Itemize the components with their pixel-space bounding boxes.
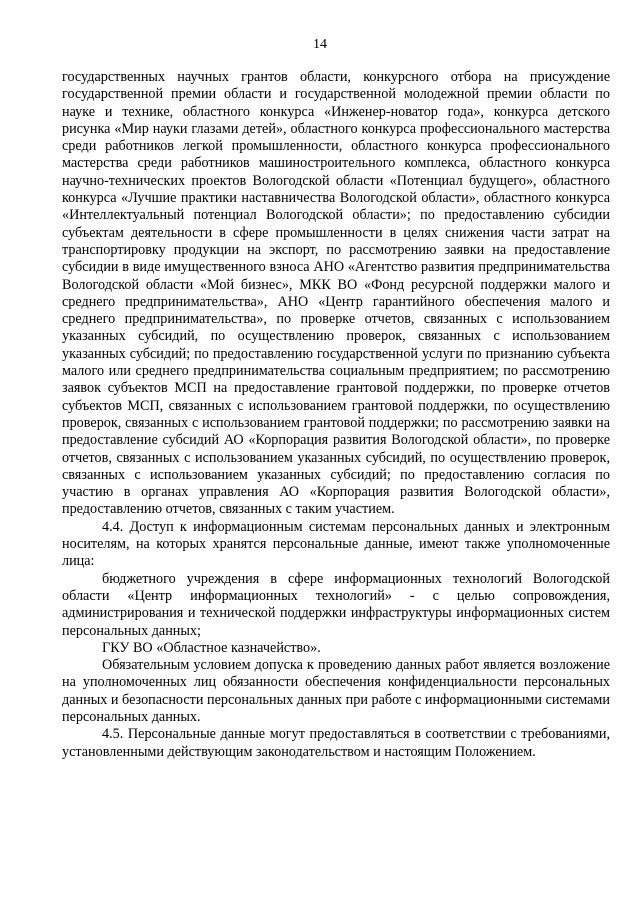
paragraph-it-center: бюджетного учреждения в сфере информационных технологий Вологодской области «Центр информационных технологий» - с целью сопровождения, администрирования и технической поддержки инфраструктуры информационных систем персональных данных;	[62, 570, 610, 639]
paragraph-treasury: ГКУ ВО «Областное казначейство».	[102, 639, 321, 656]
paragraph-continuation: государственных научных грантов области, конкурсного отбора на присуждение государственной премии области и государственной молодежной премии области по науке и технике, областного конкурса «Инженер-новатор года», конкурса детского рисунка «Мир науки глазами детей», областного конкурса профессионального мастерства среди работников легкой промышленности, областного конкурса профессионального мастерства среди работников машиностроительного комплекса, областного конкурса научно-технических проектов Вологодской области «Потенциал будущего», областного конкурса «Лучшие практики наставничества Вологодской области», областного конкурса «Интеллектуальный потенциал Вологодской области»; по предоставлению субсидии субъектам деятельности в сфере промышленности в целях снижения части затрат на транспортировку продукции на экспорт, по рассмотрению заявки на предоставление субсидии в виде имущественного взноса АНО «Агентство развития предпринимательства Вологодской области «Мой бизнес», МКК ВО «Фонд ресурсной поддержки малого и среднего предпринимательства», АНО «Центр гарантийного обеспечения малого и среднего предпринимательства», по проверке отчетов, связанных с использованием указанных субсидий, по осуществлению проверок, связанных с использованием указанных субсидий; по предоставлению государственной услуги по признанию субъекта малого или среднего предпринимательства социальным предприятием; по рассмотрению заявок субъектов МСП на предоставление грантовой поддержки, по проверке отчетов субъектов МСП, связанных с использованием грантовой поддержки, по осуществлению проверок, связанных с использованием грантовой поддержки; по рассмотрению заявки на предоставление субсидий АО «Корпорация развития Вологодской области», по проверке отчетов, связанных с использованием указанных субсидий, по осуществлению проверок, связанных с использованием указанных субсидий; по предоставлению согласия по участию в органах управления АО «Корпорация развития Вологодской области», предоставлению отчетов, связанных с таким участием.	[62, 69, 610, 518]
page-number: 14	[313, 37, 327, 52]
paragraph-4-4: 4.4. Доступ к информационным системам персональных данных и электронным носителям, на которых хранятся персональные данные, имеют также уполномоченные лица:	[62, 518, 610, 570]
document-body	[62, 69, 610, 761]
paragraph-confidentiality: Обязательным условием допуска к проведению данных работ является возложение на уполномоченных лиц обязанности обеспечения конфиденциальности персональных данных и безопасности персональных данных при работе с информационными системами персональных данных.	[62, 657, 610, 725]
paragraph-4-5: 4.5. Персональные данные могут предоставляться в соответствии с требованиями, установленными действующим законодательством и настоящим Положением.	[62, 726, 610, 760]
